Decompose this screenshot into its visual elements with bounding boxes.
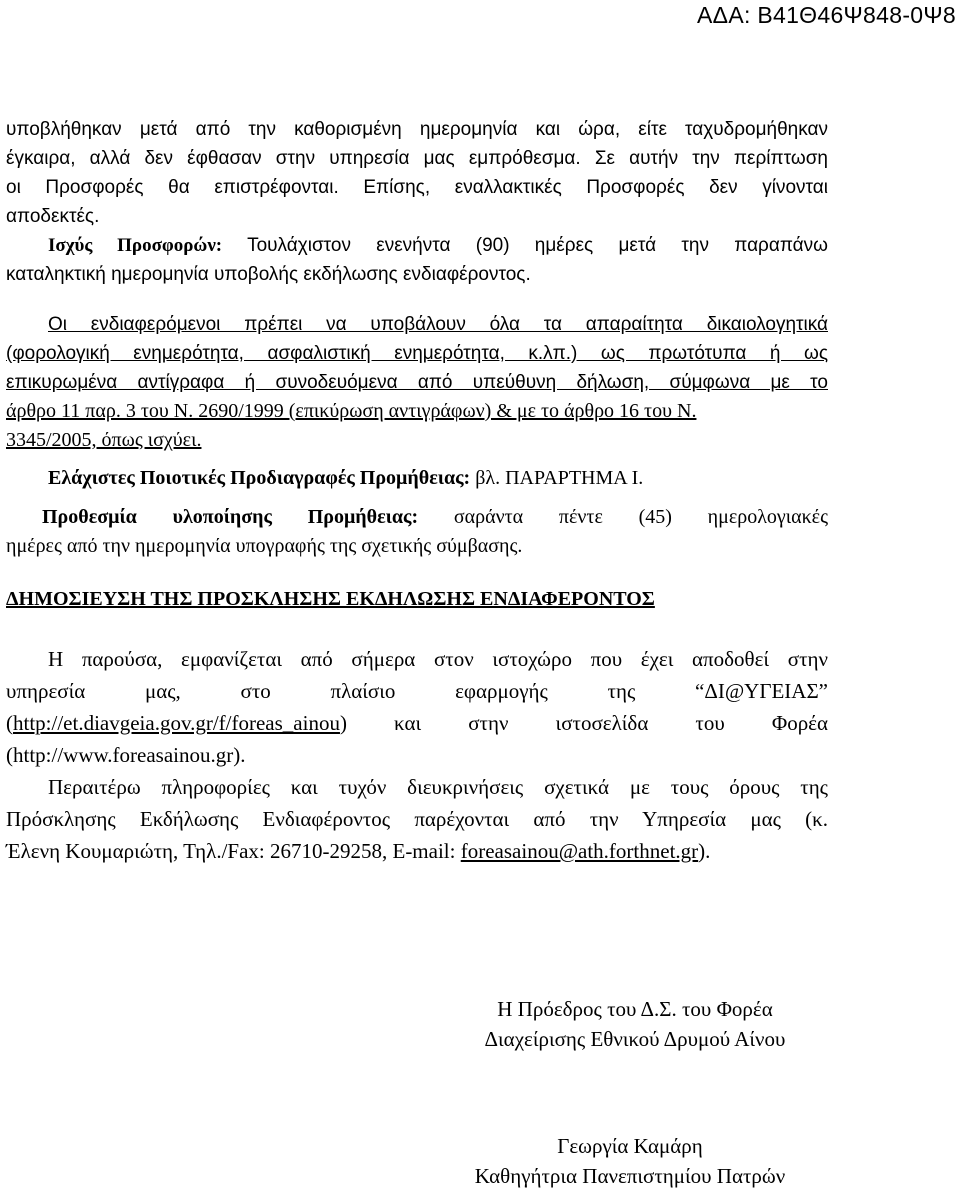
text-line: έγκαιρα, αλλά δεν έφθασαν στην υπηρεσία μας εμπρόθεσμα. Σε αυτήν την περίπτωση [6, 148, 828, 169]
text-line: οι Προσφορές θα επιστρέφονται. Επίσης, εναλλακτικές Προσφορές δεν γίνονται [6, 177, 828, 198]
diavgeia-link[interactable]: http://et.diavgeia.gov.gr/f/foreas_ainou [13, 711, 340, 735]
text-line: καταληκτική ημερομηνία υποβολής εκδήλωσης ενδιαφέροντος. [6, 264, 531, 285]
text-line: άρθρο 11 παρ. 3 του Ν. 2690/1999 (επικύρωση αντιγράφων) & με το άρθρο 16 του Ν. [6, 400, 697, 422]
signatory-name: Γεωργία Καμάρη [557, 1134, 703, 1158]
text-line: Πρόσκλησης Εκδήλωσης Ενδιαφέροντος παρέχονται από την Υπηρεσία μας (κ. [6, 807, 828, 831]
contact-text: Έλενη Κουμαριώτη, Τηλ./Fax: 26710-29258, E-mail: [6, 839, 461, 863]
paren-open: ( [6, 711, 13, 735]
email-link[interactable]: foreasainou@ath.forthnet.gr [460, 839, 699, 863]
specs-text: βλ. ΠΑΡΑΡΤΗΜΑ Ι. [475, 467, 644, 489]
document-body [6, 115, 828, 867]
contact-end: ). [698, 839, 711, 863]
text-line: υπηρεσία μας, στο πλαίσιο εφαρμογής της “ΔΙ@ΥΓΕΙΑΣ” [6, 679, 828, 703]
text-rest: ) και στην ιστοσελίδα του Φορέα [339, 711, 828, 735]
text-line: ημέρες από την ημερομηνία υπογραφής της σχετικής σύμβασης. [6, 535, 523, 557]
ada-code: ΑΔΑ: Β41Θ46Ψ848-0Ψ8 [697, 2, 956, 28]
signatory-title: Καθηγήτρια Πανεπιστημίου Πατρών [474, 1164, 786, 1188]
text-line: (φορολογική ενημερότητα, ασφαλιστική ενημερότητα, κ.λπ.) ως πρωτότυπα ή ως [6, 343, 828, 364]
info-paragraph [6, 771, 828, 867]
text-line: Περαιτέρω πληροφορίες και τυχόν διευκρινήσεις σχετικά με τους όρους της [48, 775, 828, 799]
text-line: υποβλήθηκαν μετά από την καθορισμένη ημερομηνία και ώρα, είτε ταχυδρομήθηκαν [6, 119, 828, 140]
text-line [6, 231, 828, 260]
delivery-deadline-paragraph [6, 503, 828, 561]
text-line [6, 707, 828, 739]
signature-role-block [420, 994, 850, 1054]
specifications-line [6, 464, 828, 493]
specs-label: Ελάχιστες Ποιοτικές Προδιαγραφές Προμήθειας: [48, 467, 471, 489]
signature-role-line: Η Πρόεδρος του Δ.Σ. του Φορέα [497, 997, 773, 1021]
text-line: (http://www.foreasainou.gr). [6, 743, 246, 767]
text-line: Οι ενδιαφερόμενοι πρέπει να υποβάλουν όλα τα απαραίτητα δικαιολογητικά [48, 314, 828, 335]
deadline-label: Προθεσμία υλοποίησης Προμήθειας: [42, 506, 419, 528]
publication-heading: ΔΗΜΟΣΙΕΥΣΗ ΤΗΣ ΠΡΟΣΚΛΗΣΗΣ ΕΚΔΗΛΩΣΗΣ ΕΝΔΙΑΦΕΡΟΝΤΟΣ [6, 588, 655, 610]
deadline-text: σαράντα πέντε (45) ημερολογιακές [453, 506, 829, 528]
validity-label: Ισχύς Προσφορών: [48, 235, 223, 256]
text-line: 3345/2005, όπως ισχύει. [6, 429, 202, 451]
publication-paragraph [6, 643, 828, 771]
required-documents-paragraph [6, 310, 828, 455]
text-line [6, 503, 828, 532]
signature-name-block [410, 1131, 850, 1191]
text-line: Η παρούσα, εμφανίζεται από σήμερα στον ιστοχώρο που έχει αποδοθεί στην [48, 647, 828, 671]
text-line: επικυρωμένα αντίγραφα ή συνοδευόμενα από υπεύθυνη δήλωση, σύμφωνα με το [6, 372, 828, 393]
offers-rejection-paragraph [6, 115, 828, 231]
signature-role-line: Διαχείρισης Εθνικού Δρυμού Αίνου [484, 1027, 786, 1051]
text-line: αποδεκτές. [6, 206, 100, 227]
validity-text: Τουλάχιστον ενενήντα (90) ημέρες μετά την παραπάνω [247, 235, 828, 256]
text-line [6, 835, 828, 867]
offer-validity-paragraph [6, 231, 828, 289]
